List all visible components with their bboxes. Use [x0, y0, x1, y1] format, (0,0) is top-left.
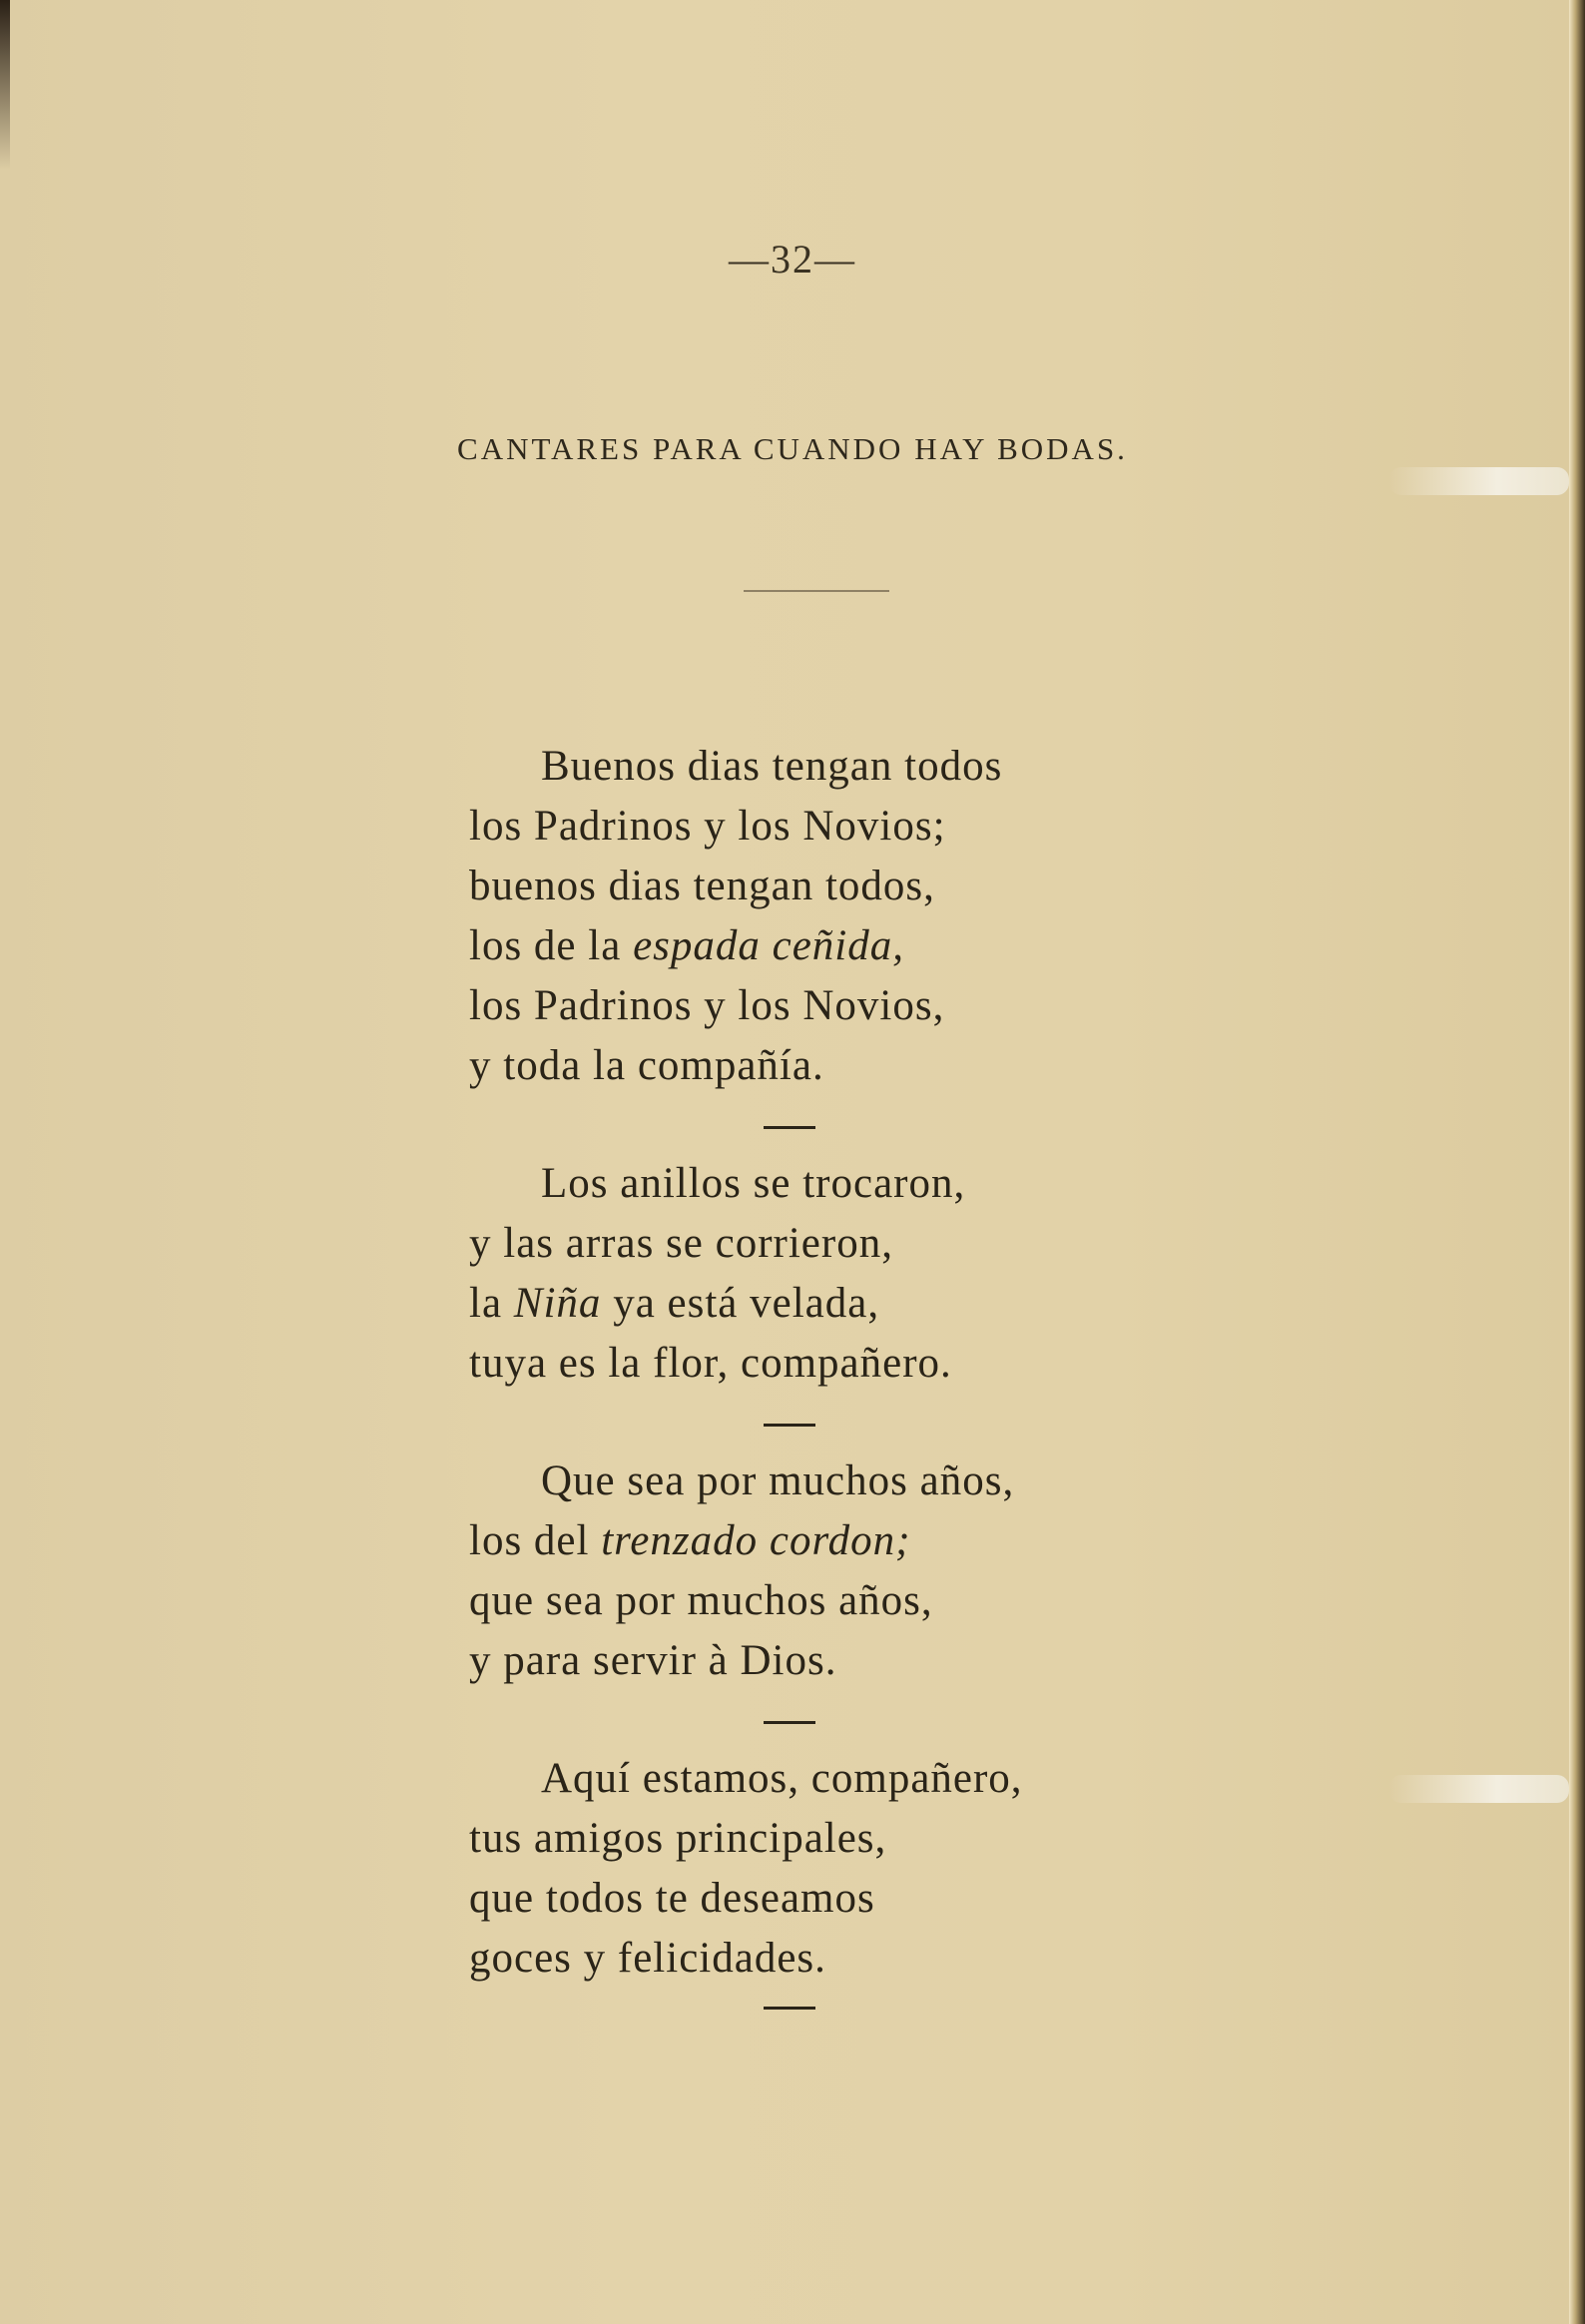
stanza-4 — [469, 1749, 1188, 1989]
stanza-separator — [764, 2007, 815, 2010]
stanza-separator — [764, 1126, 815, 1129]
stanza-separator — [764, 1721, 815, 1724]
verse-line: tuya es la flor, compañero. — [469, 1340, 952, 1387]
tape-strip-top — [1389, 467, 1569, 495]
verse-line: Que sea por muchos años, — [541, 1457, 1015, 1504]
stanza-separator — [764, 1424, 815, 1427]
verse-line: Los anillos se trocaron, — [541, 1160, 966, 1207]
verse-line: goces y felicidades. — [469, 1935, 826, 1982]
verse-line: Aquí estamos, compañero, — [541, 1755, 1023, 1802]
verse-line: tus amigos principales, — [469, 1815, 887, 1862]
verse-line: que todos te deseamos — [469, 1875, 875, 1922]
stanza-3 — [469, 1452, 1188, 1691]
verse-line: los Padrinos y los Novios; — [469, 803, 946, 850]
page-corner-shadow — [0, 0, 10, 170]
page-binding-edge — [1569, 0, 1585, 2324]
stanza-2 — [469, 1154, 1188, 1394]
tape-strip-bottom — [1389, 1775, 1569, 1803]
verse-line: Buenos dias tengan todos — [541, 743, 1003, 790]
verse-line: los del trenzado cordon; — [469, 1517, 911, 1564]
verse-line: la Niña ya está velada, — [469, 1280, 880, 1327]
verse-line: los Padrinos y los Novios, — [469, 982, 945, 1029]
verse-line: los de la espada ceñida, — [469, 922, 904, 969]
stanza-1 — [469, 737, 1188, 1096]
section-title: CANTARES PARA CUANDO HAY BODAS. — [457, 431, 1128, 466]
title-rule — [744, 590, 889, 592]
verse-line: y para servir à Dios. — [469, 1637, 837, 1684]
verse-line: buenos dias tengan todos, — [469, 863, 935, 909]
page-number: —32— — [729, 237, 856, 282]
verse-line: que sea por muchos años, — [469, 1577, 933, 1624]
verse-line: y las arras se corrieron, — [469, 1220, 893, 1267]
verse-line: y toda la compañía. — [469, 1042, 824, 1089]
